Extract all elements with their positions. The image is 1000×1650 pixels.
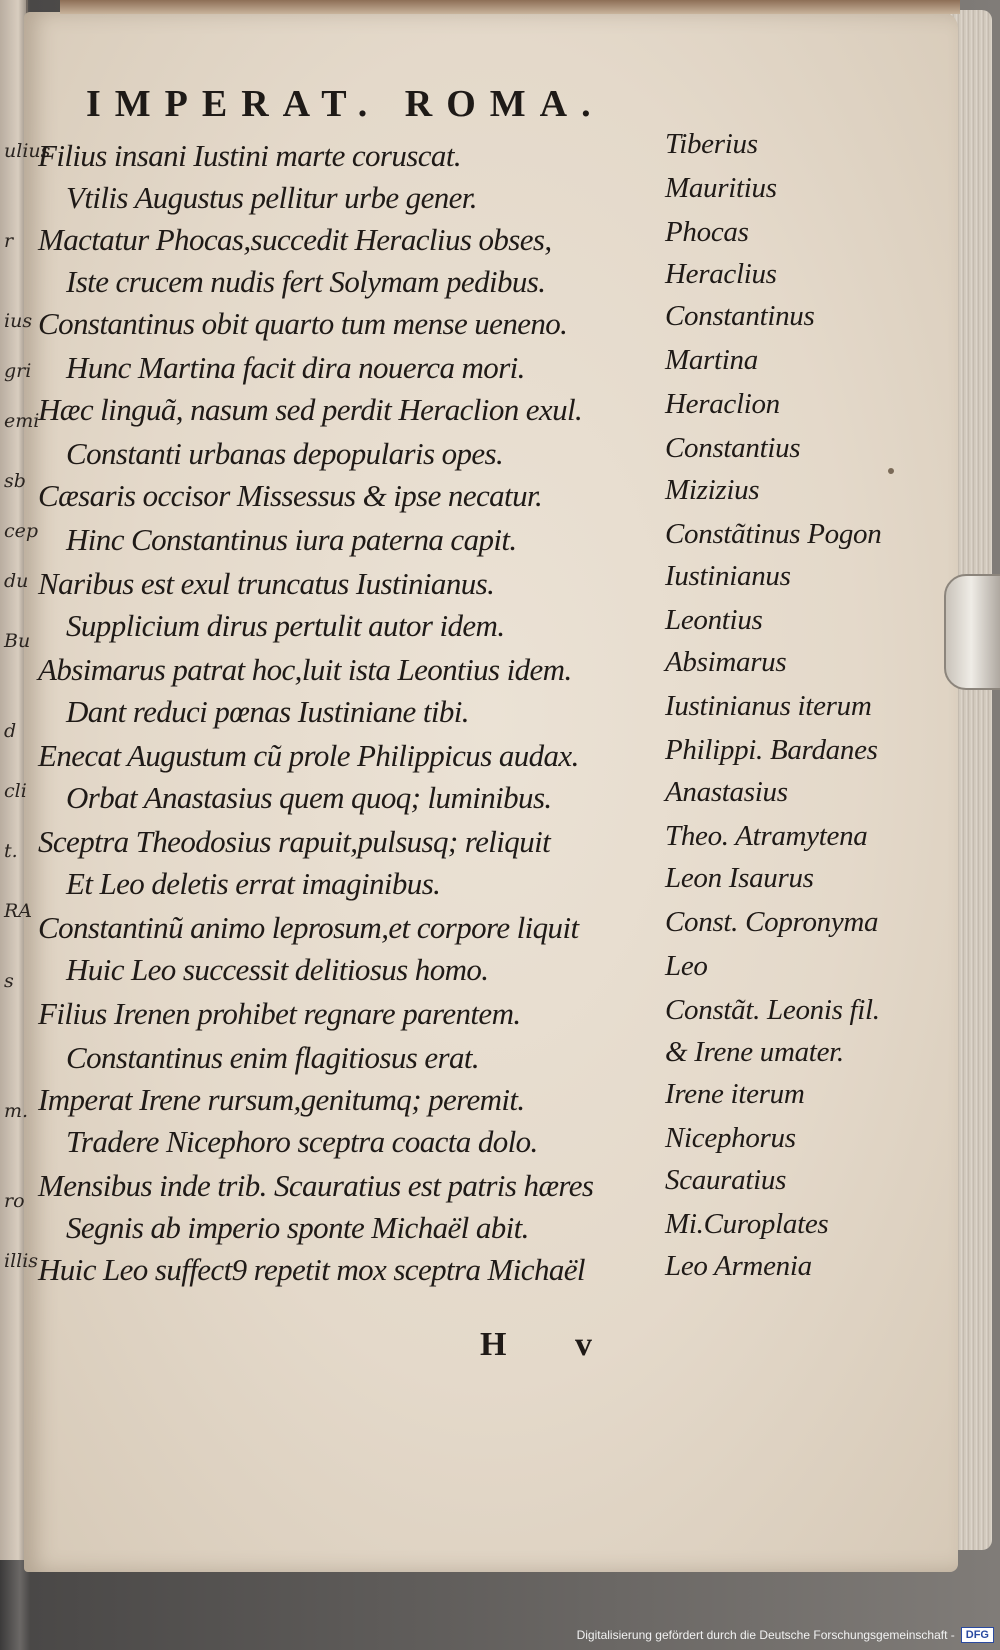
emperor-name: Leon Isaurus bbox=[665, 862, 814, 894]
verse-line: Mactatur Phocas,succedit Heraclius obses, bbox=[38, 222, 552, 257]
verse-line: Sceptra Theodosius rapuit,pulsusq; reliquit bbox=[38, 824, 551, 859]
emperor-name: Absimarus bbox=[665, 646, 787, 678]
footer-credit bbox=[577, 1624, 994, 1646]
verse-line: Enecat Augustum cũ prole Philippicus audax. bbox=[38, 738, 579, 773]
emperor-name: Heraclion bbox=[665, 388, 780, 420]
emperor-name: & Irene umater. bbox=[665, 1036, 844, 1068]
emperor-name: Const. Copronyma bbox=[665, 906, 879, 938]
top-page-edge bbox=[60, 0, 960, 14]
emperor-name: Martina bbox=[665, 344, 758, 376]
emperor-name: Iustinianus iterum bbox=[665, 690, 872, 722]
emperor-name: Constãt. Leonis fil. bbox=[665, 994, 880, 1026]
bleed-fragment: gri bbox=[4, 360, 32, 382]
verse-line: Hæc linguã, nasum sed perdit Heraclion exul. bbox=[38, 392, 583, 427]
emperor-name: Phocas bbox=[665, 216, 749, 248]
verse-line: Filius Irenen prohibet regnare parentem. bbox=[38, 996, 521, 1031]
verse-line: Constantinus enim flagitiosus erat. bbox=[66, 1040, 480, 1075]
verse-line: Mensibus inde trib. Scauratius est patris hæres bbox=[38, 1168, 594, 1203]
emperor-name: Anastasius bbox=[665, 776, 788, 808]
emperor-name: Leo Armenia bbox=[665, 1250, 812, 1282]
emperor-name: Theo. Atramytena bbox=[665, 820, 868, 852]
bleed-fragment: cli bbox=[4, 780, 27, 802]
emperor-name: Tiberius bbox=[665, 128, 758, 160]
emperor-name: Philippi. Bardanes bbox=[665, 734, 878, 766]
footer-text: Digitalisierung gefördert durch die Deutsche Forschungsgemeinschaft - bbox=[576, 1628, 955, 1642]
verse-line: Absimarus patrat hoc,luit ista Leontius idem. bbox=[38, 652, 572, 687]
bleed-fragment: s bbox=[4, 970, 14, 992]
bleed-fragment: ius bbox=[4, 310, 33, 332]
bleed-fragment: du bbox=[4, 570, 29, 592]
verse-line: Dant reduci pœnas Iustiniane tibi. bbox=[66, 694, 469, 729]
emperor-name: Mi.Curoplates bbox=[665, 1208, 829, 1240]
emperor-name: Mizizius bbox=[665, 474, 760, 506]
bleed-fragment: ulius bbox=[4, 140, 51, 162]
bleed-fragment: ro bbox=[4, 1190, 25, 1212]
signature-mark: H v bbox=[480, 1326, 622, 1363]
verse-line: Hunc Martina facit dira nouerca mori. bbox=[66, 350, 525, 385]
verse-line: Supplicium dirus pertulit autor idem. bbox=[66, 608, 505, 643]
page-clip bbox=[944, 574, 1000, 690]
verse-line: Tradere Nicephoro sceptra coacta dolo. bbox=[66, 1124, 538, 1159]
emperor-name: Leontius bbox=[665, 604, 763, 636]
emperor-name: Constãtinus Pogon bbox=[665, 518, 882, 550]
dfg-logo: DFG bbox=[961, 1627, 994, 1643]
verse-line: Constantinũ animo leprosum,et corpore liquit bbox=[38, 910, 579, 945]
bleed-fragment: r bbox=[4, 230, 14, 252]
verse-line: Segnis ab imperio sponte Michaël abit. bbox=[66, 1210, 529, 1245]
emperor-name: Mauritius bbox=[665, 172, 777, 204]
bleed-fragment: RA bbox=[4, 900, 33, 922]
emperor-name: Scauratius bbox=[665, 1164, 787, 1196]
left-page-bleed bbox=[4, 140, 51, 1340]
bleed-fragment: sb bbox=[4, 470, 26, 492]
bleed-fragment: cep bbox=[4, 520, 39, 542]
paper-speck bbox=[888, 468, 894, 474]
bleed-fragment: emi bbox=[4, 410, 40, 432]
bleed-fragment: d bbox=[4, 720, 17, 742]
bleed-fragment: t. bbox=[4, 840, 18, 862]
bleed-fragment: Bu bbox=[4, 630, 31, 652]
verse-line: Huic Leo successit delitiosus homo. bbox=[66, 952, 489, 987]
verse-line: Constanti urbanas depopularis opes. bbox=[66, 436, 504, 471]
verse-line: Vtilis Augustus pellitur urbe gener. bbox=[66, 180, 477, 215]
emperor-name: Iustinianus bbox=[665, 560, 791, 592]
emperor-name: Nicephorus bbox=[665, 1122, 796, 1154]
verse-line: Orbat Anastasius quem quoq; luminibus. bbox=[66, 780, 552, 815]
emperor-name: Heraclius bbox=[665, 258, 777, 290]
emperor-name: Irene iterum bbox=[665, 1078, 805, 1110]
verse-line: Iste crucem nudis fert Solymam pedibus. bbox=[66, 264, 546, 299]
verse-line: Constantinus obit quarto tum mense ueneno. bbox=[38, 306, 568, 341]
verse-line: Imperat Irene rursum,genitumq; peremit. bbox=[38, 1082, 525, 1117]
verse-line: Filius insani Iustini marte coruscat. bbox=[38, 138, 461, 173]
emperor-name: Leo bbox=[665, 950, 708, 982]
verse-line: Hinc Constantinus iura paterna capit. bbox=[66, 522, 517, 557]
verse-line: Et Leo deletis errat imaginibus. bbox=[66, 866, 441, 901]
emperor-name: Constantius bbox=[665, 432, 801, 464]
page-header: IMPERAT. ROMA. bbox=[86, 83, 605, 125]
bleed-fragment: m. bbox=[4, 1100, 29, 1122]
bleed-fragment: illis bbox=[4, 1250, 39, 1272]
emperor-name: Constantinus bbox=[665, 300, 815, 332]
verse-line: Huic Leo suffect9 repetit mox sceptra Michaël bbox=[38, 1252, 585, 1287]
verse-line: Naribus est exul truncatus Iustinianus. bbox=[38, 566, 495, 601]
verse-line: Cæsaris occisor Missessus & ipse necatur. bbox=[38, 478, 543, 513]
